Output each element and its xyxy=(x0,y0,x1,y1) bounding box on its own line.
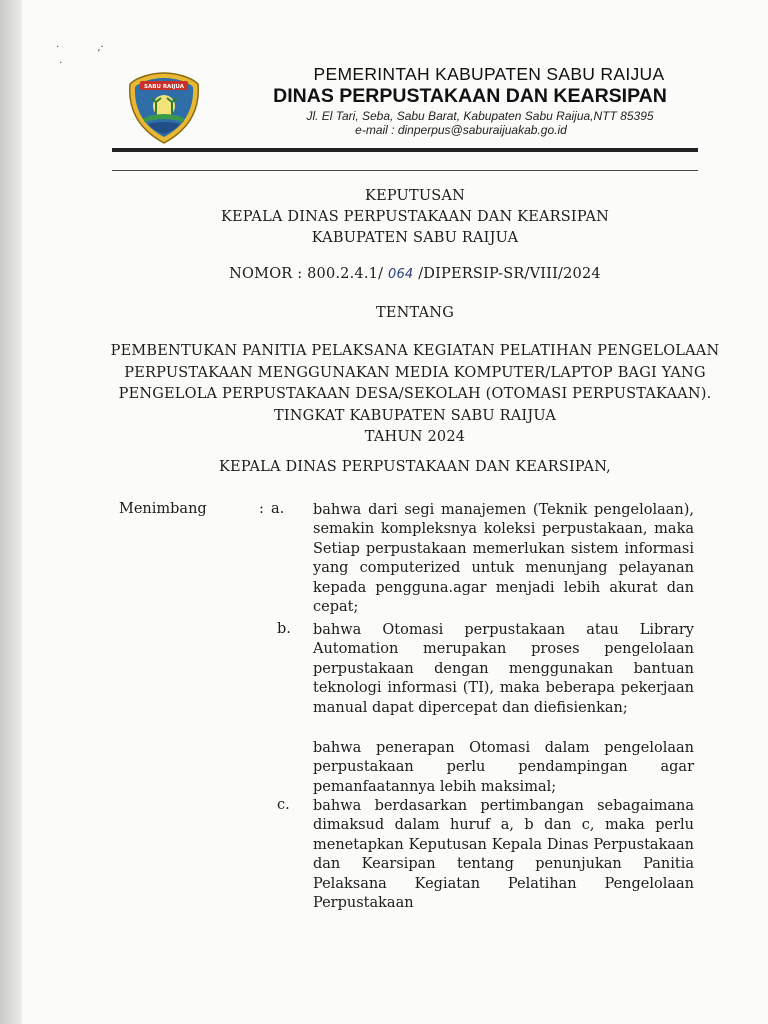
decree-title-line-3: KABUPATEN SABU RAIJUA xyxy=(311,230,519,246)
decree-title xyxy=(100,186,730,249)
scan-edge-shadow xyxy=(0,0,22,1024)
letterhead-divider-thick xyxy=(112,148,698,152)
regency-emblem-icon xyxy=(126,70,202,146)
government-name: PEMERINTAH KABUPATEN SABU RAIJUA xyxy=(313,64,665,84)
subject-line-1: PEMBENTUKAN PANITIA PELAKSANA KEGIATAN PELATIHAN PENGELOLAAN xyxy=(110,343,720,359)
tentang-heading: TENTANG xyxy=(376,305,454,321)
subject-line-3: PENGELOLA PERPUSTAKAAN DESA/SEKOLAH (OTOMASI PERPUSTAKAAN). xyxy=(118,386,712,402)
menimbang-label: Menimbang xyxy=(119,501,207,517)
department-name: DINAS PERPUSTAKAAN DAN KEARSIPAN xyxy=(273,85,667,107)
office-email: e-mail : dinperpus@saburaijuakab.go.id xyxy=(355,123,567,137)
emblem-banner-text: SABU RAIJUA xyxy=(144,84,184,90)
letterhead xyxy=(210,64,730,137)
subject-line-4: TINGKAT KABUPATEN SABU RAIJUA xyxy=(274,407,556,424)
clause-b-text: bahwa Otomasi perpustakaan atau Library Automation merupakan proses pengelolaan perpustakaan dengan menggunakan bantuan teknologi informasi (TI), maka beberapa pekerjaan manual dapat dipercepat dan diefisienkan; xyxy=(313,622,694,716)
decree-title-line-1: KEPUTUSAN xyxy=(365,188,465,204)
decree-title-line-2: KEPALA DINAS PERPUSTAKAAN DAN KEARSIPAN xyxy=(220,209,610,225)
clause-a-letter: a. xyxy=(271,501,285,517)
decree-subject xyxy=(100,341,730,449)
scan-specks: · ,· · xyxy=(56,42,104,69)
decree-number-prefix: NOMOR : 800.2.4.1/ xyxy=(229,266,384,282)
subject-line-2: PERPUSTAKAAN MENGGUNAKAN MEDIA KOMPUTER/LAPTOP BAGI YANG xyxy=(124,364,706,381)
clause-c-text: bahwa berdasarkan pertimbangan sebagaimana dimaksud dalam huruf a, b dan c, maka perlu menetapkan Keputusan Kepala Dinas Perpustakaan dan Kearsipan tentang penunjukan Panitia Pelaksana Kegiatan Pelatihan Pengelolaan Perpustakaan xyxy=(313,798,694,912)
decree-number-handwritten: 064 xyxy=(387,267,414,282)
clause-a-text: bahwa dari segi manajemen (Teknik pengelolaan), semakin kompleksnya koleksi perpustakaan, maka Setiap perpustakaan memerlukan sistem informasi yang computerized untuk menunjang pelayanan kepada pengguna.agar menjadi lebih akurat dan cepat; xyxy=(313,502,694,616)
clause-b-text-continued: bahwa penerapan Otomasi dalam pengelolaan perpustakaan perlu pendampingan agar pemanfaatannya lebih maksimal; xyxy=(313,740,694,795)
office-address: Jl. El Tari, Seba, Sabu Barat, Kabupaten Sabu Raijua,NTT 85395 xyxy=(306,109,654,123)
clause-b-letter: b. xyxy=(277,621,291,637)
subject-line-5: TAHUN 2024 xyxy=(364,429,466,445)
clause-c-letter: c. xyxy=(277,797,290,813)
menimbang-colon: : xyxy=(259,501,264,517)
decree-number-suffix: /DIPERSIP-SR/VIII/2024 xyxy=(418,266,601,282)
letterhead-divider-thin xyxy=(112,170,698,171)
issuer-heading: KEPALA DINAS PERPUSTAKAAN DAN KEARSIPAN, xyxy=(219,459,611,475)
decree-number xyxy=(100,266,730,282)
